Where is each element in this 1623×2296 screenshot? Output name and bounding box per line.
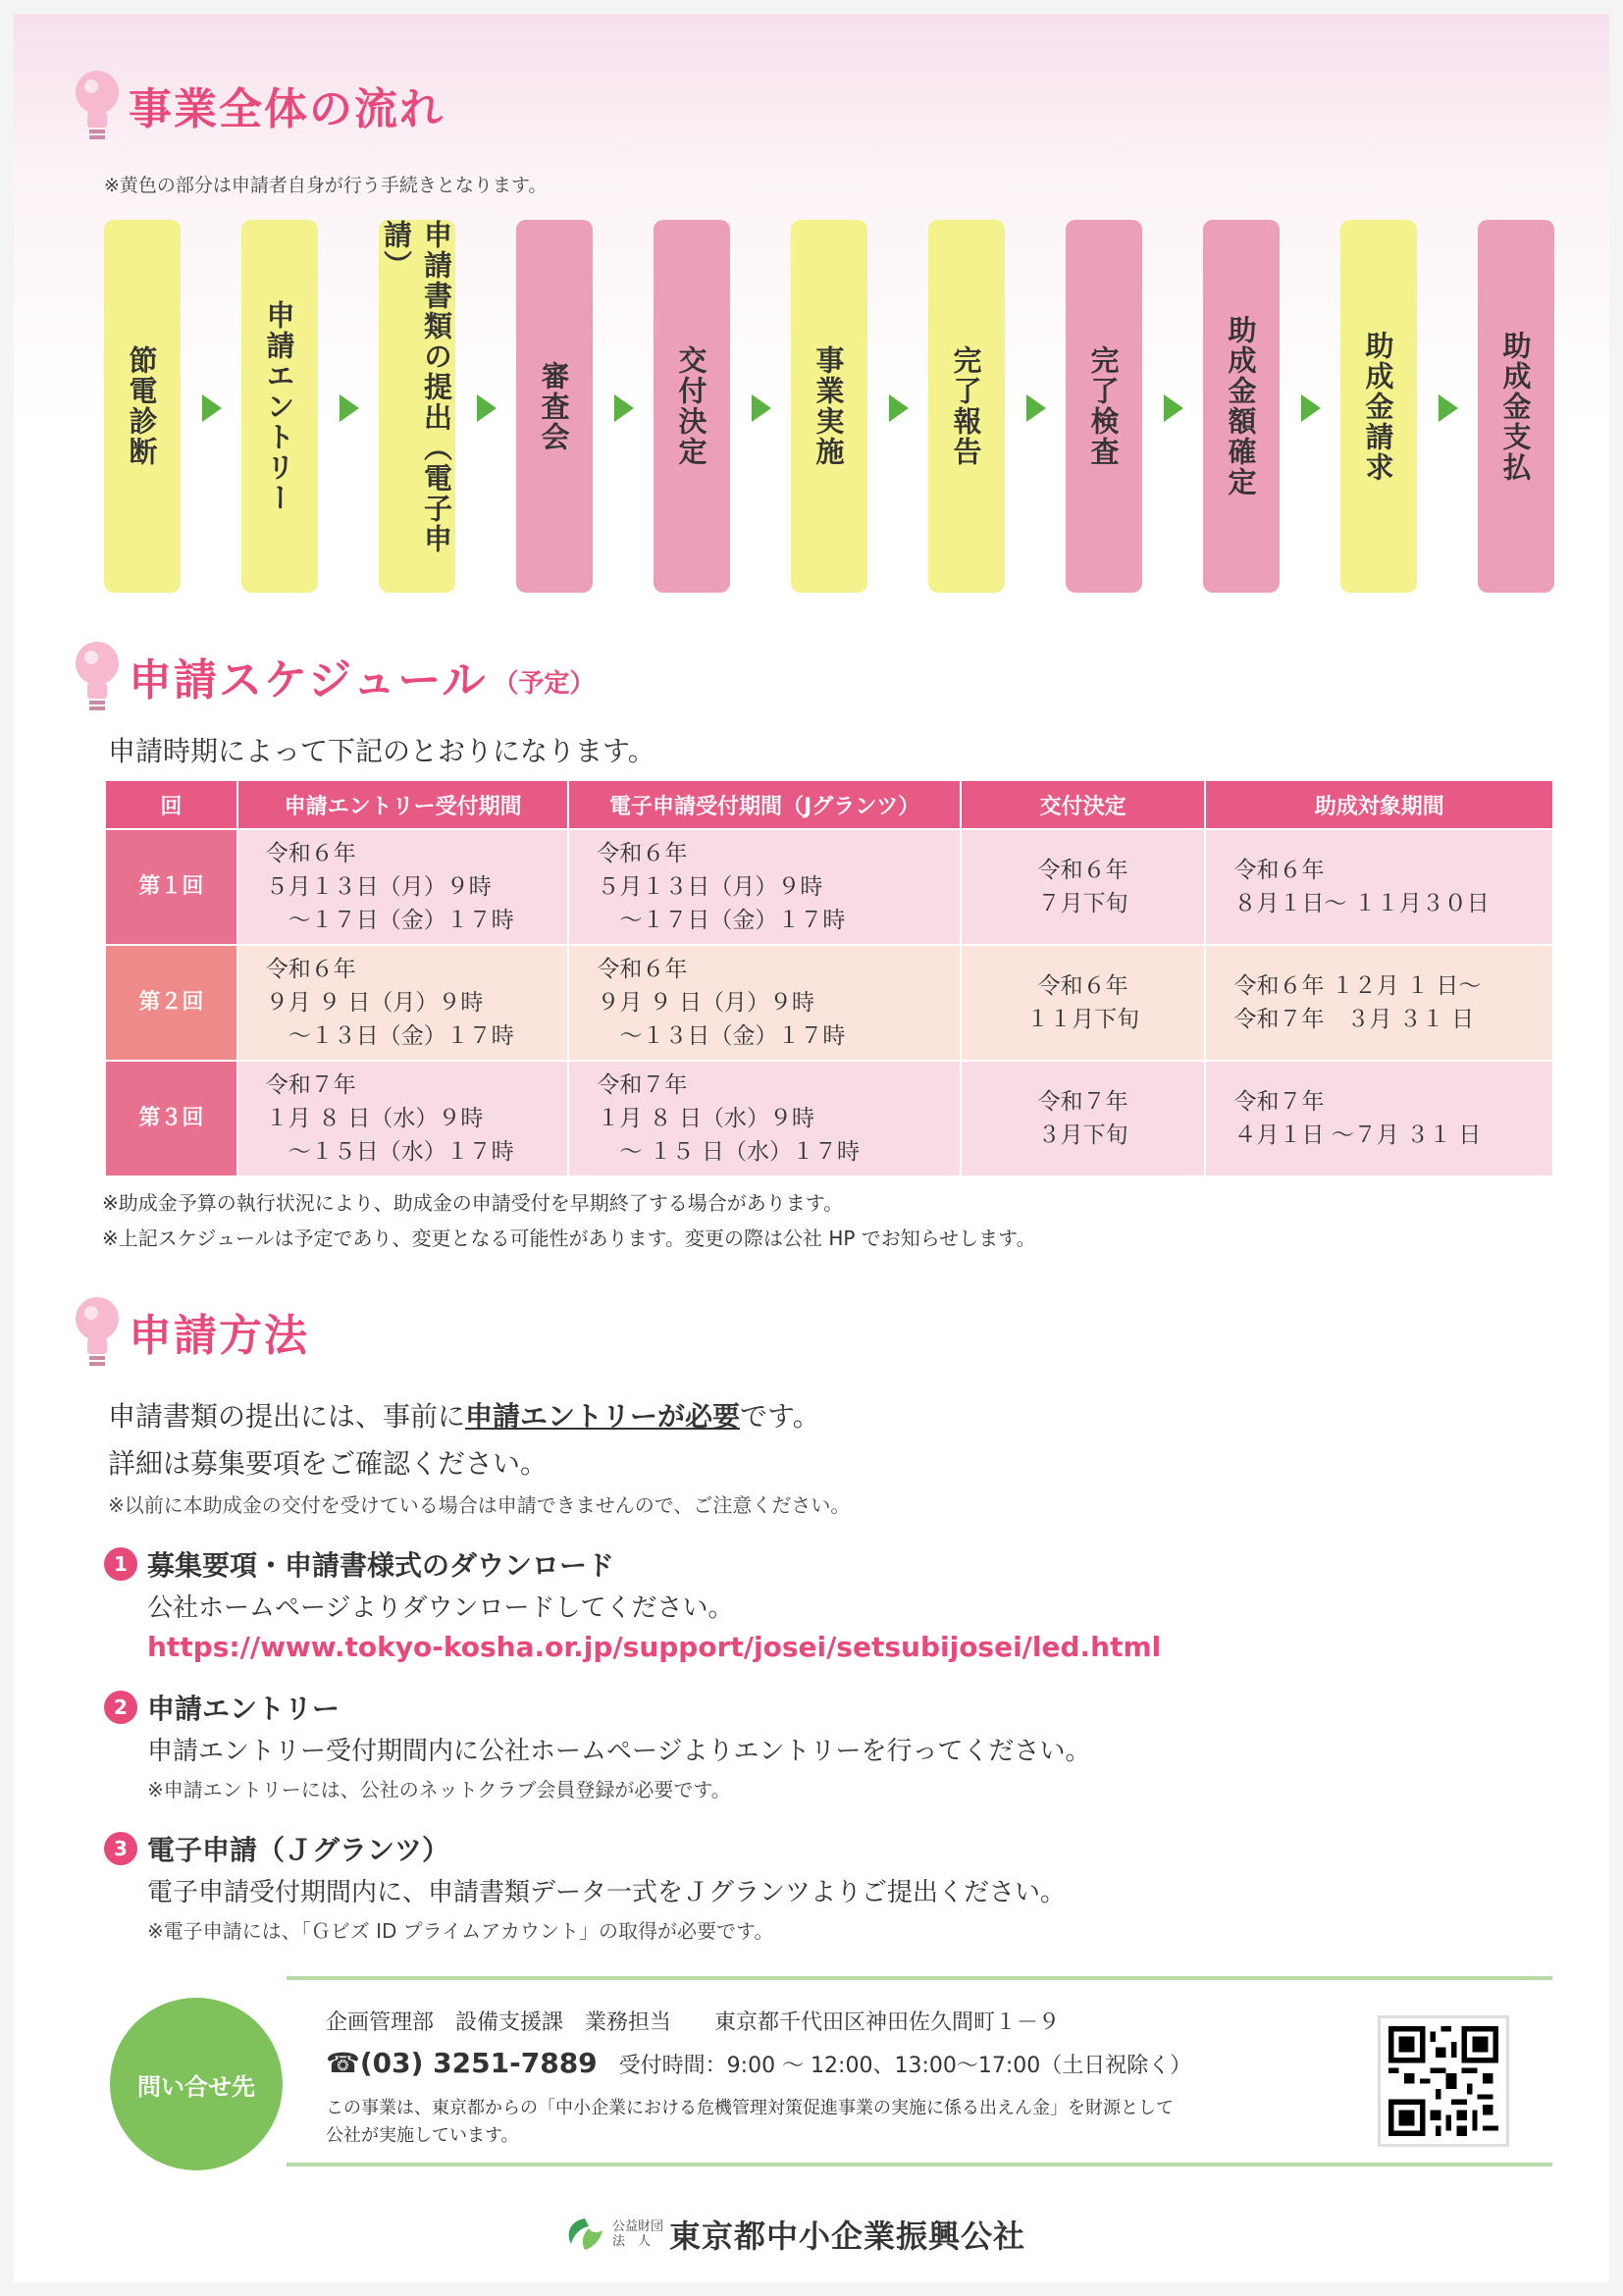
round-cell: 第２回 xyxy=(105,945,237,1061)
entry-cell: 令和６年 ９月 ９ 日（月）９時 ～１３日（金）１７時 xyxy=(237,945,569,1061)
lightbulb-icon xyxy=(68,1289,127,1374)
arrow-right-icon xyxy=(1026,394,1046,422)
schedule-note: ※上記スケジュールは予定であり、変更となる可能性があります。変更の際は公社 HP でお知らせします。 xyxy=(102,1226,1036,1250)
flow-section-title: 事業全体の流れ xyxy=(129,84,445,134)
flow-step-label: 審査会 xyxy=(537,360,571,452)
entry-cell: 令和６年 ５月１３日（月）９時 ～１７日（金）１７時 xyxy=(237,829,569,945)
contact-divider xyxy=(287,1976,1552,1980)
table-header: 電子申請受付期間（Jグランツ） xyxy=(568,780,960,829)
method-line-2: 詳細は募集要項をご確認ください。 xyxy=(108,1447,549,1480)
contact-funding-1: この事業は、東京都からの「中小企業における危機管理対策促進事業の実施に係る出えん金」を財源として xyxy=(326,2098,1174,2118)
flow-step xyxy=(1066,220,1142,593)
flow-step-label: 申請書類の提出（電子申請） xyxy=(380,220,453,554)
decision-cell: 令和７年 ３月下旬 xyxy=(961,1061,1206,1176)
method-note: ※以前に本助成金の交付を受けている場合は申請できませんので、ご注意ください。 xyxy=(108,1493,851,1517)
decision-cell: 令和６年 １１月下旬 xyxy=(961,945,1206,1061)
download-link[interactable]: https://www.tokyo-kosha.or.jp/support/josei/setsubijosei/led.html xyxy=(147,1631,1162,1663)
flow-step xyxy=(1340,220,1417,593)
flow-step-label: 助成金支払 xyxy=(1498,330,1533,483)
contact-dept: 企画管理部 設備支援課 業務担当 東京都千代田区神田佐久間町１－９ xyxy=(326,2010,1061,2035)
flow-step-label: 交付決定 xyxy=(674,345,708,467)
table-header: 交付決定 xyxy=(961,780,1206,829)
period-cell: 令和６年 ８月１日～ １１月３０日 xyxy=(1205,829,1553,945)
lightbulb-icon xyxy=(68,63,127,147)
method-item-3-title: 3 電子申請（Ｊグランツ） xyxy=(104,1829,449,1868)
flow-step-label: 完了検査 xyxy=(1086,345,1121,467)
contact-divider xyxy=(287,2163,1552,2166)
flyer-page xyxy=(14,14,1609,2282)
number-badge: 1 xyxy=(104,1547,137,1581)
flow-step xyxy=(791,220,867,593)
flow-step xyxy=(1203,220,1280,593)
esubmit-cell: 令和７年 １月 ８ 日（水）９時 ～ １５ 日（水）１７時 xyxy=(568,1061,960,1176)
arrow-right-icon xyxy=(752,394,771,422)
flow-step xyxy=(241,220,318,593)
round-cell: 第１回 xyxy=(105,829,237,945)
contact-funding-2: 公社が実施しています。 xyxy=(326,2125,519,2146)
round-cell: 第３回 xyxy=(105,1061,237,1176)
method-item-3-body: 電子申請受付期間内に、申請書類データ一式をＪグランツよりご提出ください。 xyxy=(147,1878,1067,1907)
schedule-table xyxy=(104,779,1554,1177)
flow-step-label: 節電診断 xyxy=(125,345,159,467)
arrow-right-icon xyxy=(477,394,497,422)
contact-phone-row xyxy=(326,2047,1191,2079)
arrow-right-icon xyxy=(1301,394,1321,422)
schedule-intro: 申請時期によって下記のとおりになります。 xyxy=(108,735,655,767)
method-item-3-note: ※電子申請には、「Ｇビズ ID プライムアカウント」の取得が必要です。 xyxy=(147,1919,774,1943)
entry-cell: 令和７年 １月 ８ 日（水）９時 ～１５日（水）１７時 xyxy=(237,1061,569,1176)
flow-step xyxy=(654,220,730,593)
lightbulb-icon xyxy=(68,634,127,718)
arrow-right-icon xyxy=(202,394,222,422)
arrow-right-icon xyxy=(889,394,909,422)
table-row xyxy=(105,829,1553,945)
arrow-right-icon xyxy=(1439,394,1458,422)
contact-phone[interactable]: ☎(03) 3251-7889 xyxy=(326,2047,598,2079)
table-header: 助成対象期間 xyxy=(1205,780,1553,829)
contact-badge: 問い合せ先 xyxy=(110,1998,283,2170)
arrow-right-icon xyxy=(340,394,359,422)
flow-step xyxy=(379,220,455,593)
flow-step xyxy=(1478,220,1554,593)
flow-step-label: 助成金額確定 xyxy=(1224,315,1258,497)
table-header: 申請エントリー受付期間 xyxy=(237,780,569,829)
footer-legal-type: 公益財団 法 人 xyxy=(612,2219,664,2249)
method-line-1: 申請書類の提出には、事前に申請エントリーが必要です。 xyxy=(108,1400,820,1433)
schedule-section-header xyxy=(68,634,595,718)
flow-step-label: 助成金請求 xyxy=(1361,330,1395,483)
table-row xyxy=(105,1061,1553,1176)
method-section-header xyxy=(68,1289,309,1374)
org-logo-icon xyxy=(563,2215,606,2254)
table-row xyxy=(105,945,1553,1061)
arrow-right-icon xyxy=(1164,394,1183,422)
method-section-title: 申請方法 xyxy=(129,1311,309,1361)
schedule-section-title: 申請スケジュール xyxy=(129,655,488,705)
schedule-note: ※助成金予算の執行状況により、助成金の申請受付を早期終了する場合があります。 xyxy=(102,1191,844,1215)
contact-hours: 受付時間：9:00 ～ 12:00、13:00～17:00（土日祝除く） xyxy=(618,2054,1192,2078)
method-item-1-body: 公社ホームページよりダウンロードしてください。 xyxy=(147,1593,734,1623)
schedule-section-subtitle: （予定） xyxy=(493,668,596,699)
method-item-2-title: 2 申請エントリー xyxy=(104,1688,340,1727)
flow-step xyxy=(104,220,181,593)
period-cell: 令和７年 ４月１日 ～７月 ３１ 日 xyxy=(1205,1061,1553,1176)
flow-step-label: 完了報告 xyxy=(949,345,983,467)
flow-section-header xyxy=(68,63,445,147)
flow-step xyxy=(516,220,593,593)
table-header: 回 xyxy=(105,780,237,829)
esubmit-cell: 令和６年 ５月１３日（月）９時 ～１７日（金）１７時 xyxy=(568,829,960,945)
flow-step-label: 申請エントリー xyxy=(262,299,296,513)
decision-cell: 令和６年 ７月下旬 xyxy=(961,829,1206,945)
footer-logo xyxy=(563,2212,1025,2257)
esubmit-cell: 令和６年 ９月 ９ 日（月）９時 ～１３日（金）１７時 xyxy=(568,945,960,1061)
flow-step xyxy=(928,220,1005,593)
method-item-2-note: ※申請エントリーには、公社のネットクラブ会員登録が必要です。 xyxy=(147,1778,731,1801)
number-badge: 2 xyxy=(104,1691,137,1724)
arrow-right-icon xyxy=(614,394,634,422)
flow-step-label: 事業実施 xyxy=(812,345,846,467)
method-item-1-title: 1 募集要項・申請書様式のダウンロード xyxy=(104,1544,614,1584)
method-item-2-body: 申請エントリー受付期間内に公社ホームページよりエントリーを行ってください。 xyxy=(147,1737,1091,1766)
period-cell: 令和６年 １２月 １ 日～ 令和７年 ３月 ３１ 日 xyxy=(1205,945,1553,1061)
flow-steps xyxy=(104,220,1556,593)
flow-note: ※黄色の部分は申請者自身が行う手続きとなります。 xyxy=(104,175,548,196)
org-name: 東京都中小企業振興公社 xyxy=(669,2218,1026,2255)
qr-code-icon[interactable] xyxy=(1378,2015,1509,2147)
number-badge: 3 xyxy=(104,1832,137,1865)
